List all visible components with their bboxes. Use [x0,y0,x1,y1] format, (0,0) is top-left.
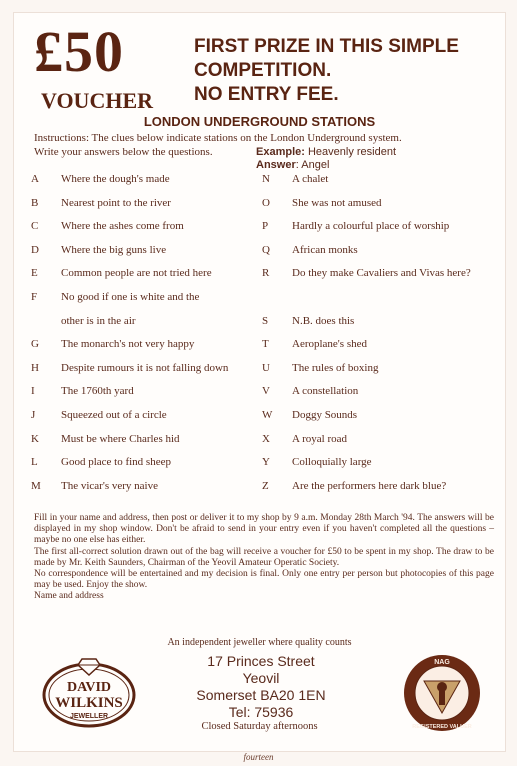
clue-text: A royal road [292,432,347,445]
clue-letter: K [31,432,39,445]
clue-letter: N [262,173,270,185]
instructions-line-2: Write your answers below the questions. [34,146,213,158]
headline-line-2: COMPETITION. [194,60,332,81]
shop-address [176,653,346,721]
rules-paragraph-3: No correspondence will be entertained and my decision is final. Only one entry per person but photocopies of this page may be used. Enjoy the show. [34,569,494,591]
logo-line-1: DAVID [66,680,112,695]
clue-letter: U [262,361,270,374]
instructions-line-1: Instructions: The clues below indicate stations on the London Underground system. [34,132,402,144]
clue-letter: S [262,314,269,327]
clue-text: Do they make Cavaliers and Vivas here? [292,267,471,280]
advert-tagline: An independent jeweller where quality counts [167,637,352,648]
clue-letter: J [31,409,36,421]
clue-letter: O [262,196,270,209]
clue-text: The 1760th yard [61,385,134,398]
clue-text: A chalet [292,173,329,185]
clue-text: She was not amused [292,196,382,209]
clue-letter: Z [262,479,269,492]
clue-text: Where the ashes come from [61,220,184,233]
clue-letter: R [262,267,270,280]
clue-text: Where the big guns live [61,243,167,256]
clue-text: Squeezed out of a circle [61,409,167,421]
clue-letter: W [262,409,273,421]
rules-paragraph-1: Fill in your name and address, then post or deliver it to my shop by 9 a.m. Monday 28th March '94. The answers will be displayed in my shop window. Don't be afraid to send in your entry even if you haven't completed all the questions – maybe no one else has either. [34,513,494,546]
clue-text: Are the performers here dark blue? [292,479,447,492]
clue-text: The monarch's not very happy [61,338,195,351]
david-wilkins-logo [42,653,136,734]
headline-line-1: FIRST PRIZE IN THIS SIMPLE [194,36,459,57]
voucher-heading: VOUCHER [41,88,154,113]
clue-letter: L [31,456,38,469]
clue-text: A constellation [292,385,359,398]
clue-letter: G [31,338,39,351]
seal-bottom-text: REGISTERED VALUER [412,724,472,730]
headline [194,35,459,107]
clue-letter: I [31,385,35,398]
price-heading: £50 [34,19,124,84]
clue-text: African monks [292,243,358,256]
address-line-4: Tel: 75936 [228,704,294,720]
clue-text: Doggy Sounds [292,409,358,421]
clue-letter: Y [262,456,270,469]
logo-line-2: WILKINS [55,695,123,711]
clue-text: other is in the air [61,314,136,327]
example-label: Example: [256,146,305,158]
rules-text [34,513,494,603]
clue-text: Must be where Charles hid [61,432,180,445]
clue-text: Hardly a colourful place of worship [292,220,450,233]
clue-letter: V [262,385,270,398]
clue-letter: B [31,196,39,209]
subheading: LONDON UNDERGROUND STATIONS [143,114,376,129]
clue-letter: D [31,243,39,256]
clue-letter: E [31,267,38,280]
clue-letter: C [31,220,39,233]
headline-line-3: NO ENTRY FEE. [194,84,339,105]
clue-letter: M [31,479,41,492]
clue-letter: X [262,432,270,445]
clue-text: Common people are not tried here [61,267,212,280]
name-address-label: Name and address [34,591,104,602]
page-number: fourteen [243,752,274,762]
address-line-1: 17 Princes Street [207,653,315,669]
clue-text: Despite rumours it is not falling down [61,361,229,374]
example-block [256,146,396,172]
answer-label: Answer [256,159,296,171]
clue-letter: T [262,338,269,351]
rules-paragraph-2: The first all-correct solution drawn out of the bag will receive a voucher for £50 to be spent in my shop. The draw to be made by Mr. Keith Saunders, Chairman of the Yeovil Amateur Operatic Society. [34,546,494,568]
clue-text: N.B. does this [292,314,355,327]
clue-text: No good if one is white and the [61,291,200,303]
nag-registered-valuer-seal [402,653,482,738]
address-line-3: Somerset BA20 1EN [196,687,326,703]
seal-top-text: NAG [434,659,450,666]
clue-text: Aeroplane's shed [292,338,367,351]
competition-page [13,12,506,752]
logo-line-3: JEWELLER [69,713,109,720]
clue-letter: F [31,291,38,303]
clue-text: The vicar's very naive [61,479,158,492]
address-line-2: Yeovil [242,670,280,686]
clue-letter: P [262,220,269,233]
clue-text: Where the dough's made [61,173,170,185]
answer-text: : Angel [295,159,330,171]
example-text: Heavenly resident [307,146,397,158]
opening-note: Closed Saturday afternoons [201,721,318,732]
clue-letter: H [31,361,39,374]
clue-letter: Q [262,243,270,256]
clue-letter: A [31,173,39,185]
clue-text: Nearest point to the river [61,196,171,209]
clue-text: The rules of boxing [292,361,379,374]
clue-text: Colloquially large [292,456,372,469]
clue-text: Good place to find sheep [61,456,171,469]
